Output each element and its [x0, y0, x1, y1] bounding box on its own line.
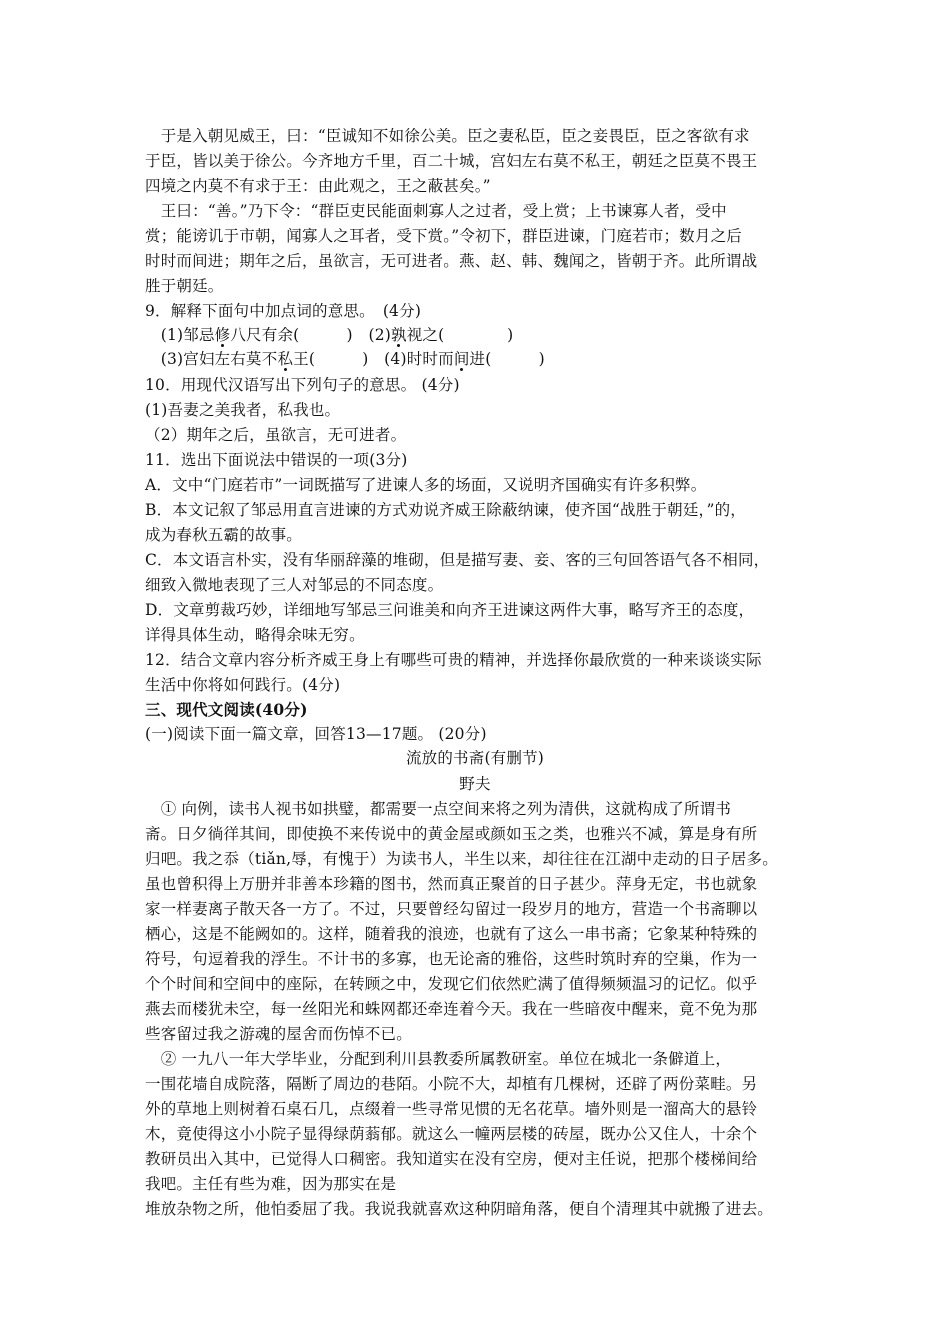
passage-line: 时时而间进；期年之后，虽欲言，无可进者。燕、赵、韩、魏闻之，皆朝于齐。此所谓战 — [145, 252, 758, 270]
article-line: 木，竟使得这小小院子显得绿荫蓊郁。就这么一幢两层楼的砖屋，既办公又住人，十余个 — [145, 1125, 758, 1143]
question-12-line: 12．结合文章内容分析齐威王身上有哪些可贵的精神，并选择你最欣赏的一种来谈谈实际 — [145, 651, 762, 669]
q9-dotted-word-3: 私 — [277, 350, 294, 368]
q9-dotted-word-4: 间 — [453, 350, 470, 368]
question-11-option-line: 详得具体生动，略得余味无穷。 — [145, 626, 365, 644]
q9-dotted-word-2: 孰 — [391, 326, 407, 344]
passage-line: 四境之内莫不有求于王：由此观之，王之蔽甚矣。” — [145, 177, 491, 195]
article-line: 教研员出入其中，已觉得人口稠密。我知道实在没有空房，便对主任说，把那个楼梯间给 — [145, 1150, 758, 1168]
passage-line: 赏；能谤讥于市朝，闻寡人之耳者，受下赏。”令初下，群臣进谏，门庭若市；数月之后 — [145, 227, 742, 245]
question-9-title: 9．解释下面句中加点词的意思。 (4分) — [145, 302, 422, 320]
passage-line: 胜于朝廷。 — [145, 277, 224, 295]
article-line: 一围花墙自成院落，隔断了周边的巷陌。小院不大，却植有几棵树，还辟了两份菜畦。另 — [145, 1075, 758, 1093]
article-line: 外的草地上则树着石桌石几，点缀着一些寻常见惯的无名花草。墙外则是一溜高大的悬铃 — [145, 1100, 758, 1118]
passage-line: 于是入朝见威王，曰：“臣诚知不如徐公美。臣之妻私臣，臣之妾畏臣，臣之客欲有求 — [145, 127, 750, 145]
question-10-sentence-2: （2）期年之后，虽欲言，无可进者。 — [145, 426, 407, 444]
question-11-title: 11．选出下面说法中错误的一项(3分) — [145, 451, 408, 469]
question-10-title: 10．用现代汉语写出下列句子的意思。 (4分) — [145, 376, 460, 394]
article-line: 个个时间和空间中的座际，在转顾之中，发现它们依然贮满了值得频频温习的记忆。似乎 — [145, 975, 758, 993]
article-line: 些客留过我之游魂的屋舍而伤悼不已。 — [145, 1025, 412, 1043]
passage-line: 于臣，皆以美于徐公。今齐地方千里，百二十城，宫妇左右莫不私王，朝廷之臣莫不畏王 — [145, 152, 758, 170]
question-10-sentence-1: (1)吾妻之美我者，私我也。 — [145, 401, 341, 419]
passage-line: 王曰：“善。”乃下令：“群臣吏民能面刺寡人之过者，受上赏；上书谏寡人者，受中 — [145, 202, 727, 220]
article-line: 虽也曾积得上万册并非善本珍籍的图书，然而真正聚首的日子甚少。萍身无定，书也就象 — [145, 875, 758, 893]
article-line: ① 向例，读书人视书如拱璧，都需要一点空间来将之列为清供，这就构成了所谓书 — [145, 800, 732, 818]
question-11-option-line: A．文中“门庭若市”一词既描写了进谏人多的场面，又说明齐国确实有许多积弊。 — [145, 476, 707, 494]
q9-dotted-word-1: 修 — [214, 326, 231, 344]
article-line: 我吧。主任有些为难，因为那实在是 — [145, 1175, 397, 1193]
question-11-option-line: 细致入微地表现了三人对邹忌的不同态度。 — [145, 576, 444, 594]
article-author: 野夫 — [459, 775, 491, 793]
article-title: 流放的书斋(有删节) — [405, 749, 545, 767]
question-11-option-line: D．文章剪裁巧妙，详细地写邹忌三问谁美和向齐王进谏这两件大事，略写齐王的态度， — [145, 601, 755, 619]
article-line: ② 一九八一年大学毕业，分配到利川县教委所属教研室。单位在城北一条僻道上， — [145, 1050, 732, 1068]
article-line: 堆放杂物之所，他怕委屈了我。我说我就喜欢这种阴暗角落，便自个清理其中就搬了进去。 — [145, 1200, 774, 1218]
question-9-row-2 — [145, 347, 545, 371]
q9-item3-prefix: (3)宫妇左右莫不 — [145, 350, 278, 368]
q9-item1-prefix: (1)邹忌 — [145, 326, 215, 344]
q9-item2-suffix: 视之( ) — [406, 326, 514, 344]
article-line: 家一样妻离子散天各一方了。不过，只要曾经勾留过一段岁月的地方，营造一个书斋聊以 — [145, 900, 758, 918]
article-line: 符号，句逗着我的浮生。不计书的多寡，也无论斋的雅俗，这些时筑时弃的空巢，作为一 — [145, 950, 758, 968]
q9-item4-suffix: 进( ) — [469, 350, 545, 368]
article-line: 燕去而楼犹未空，每一丝阳光和蛛网都还牵连着今天。我在一些暗夜中醒来，竟不免为那 — [145, 1000, 758, 1018]
question-11-option-line: B．本文记叙了邹忌用直言进谏的方式劝说齐威王除蔽纳谏，使齐国“战胜于朝廷，”的， — [145, 501, 746, 519]
question-11-option-line: 成为春秋五霸的故事。 — [145, 526, 303, 544]
article-line: 斋。日夕徜徉其间，即使换不来传说中的黄金屋或颜如玉之类，也雅兴不减，算是身有所 — [145, 825, 758, 843]
q9-item1-suffix: 八尺有余( ) (2) — [230, 326, 392, 344]
q9-item3-suffix: 王( ) (4)时时而 — [293, 350, 454, 368]
section-intro: (一)阅读下面一篇文章，回答13—17题。 (20分) — [145, 725, 487, 743]
article-line: 归吧。我之忝（tiǎn,辱，有愧于）为读书人，半生以来，却往往在江湖中走动的日子居多。 — [145, 850, 778, 868]
article-line: 栖心，这是不能阙如的。这样，随着我的浪迹，也就有了这么一串书斋；它象某种特殊的 — [145, 925, 758, 943]
question-12-line: 生活中你将如何践行。(4分) — [145, 676, 341, 694]
question-11-option-line: C．本文语言朴实，没有华丽辞藻的堆砌，但是描写妻、妾、客的三句回答语气各不相同， — [145, 551, 770, 569]
section-heading: 三、现代文阅读(40分) — [145, 700, 308, 719]
question-9-row-1 — [145, 323, 513, 347]
